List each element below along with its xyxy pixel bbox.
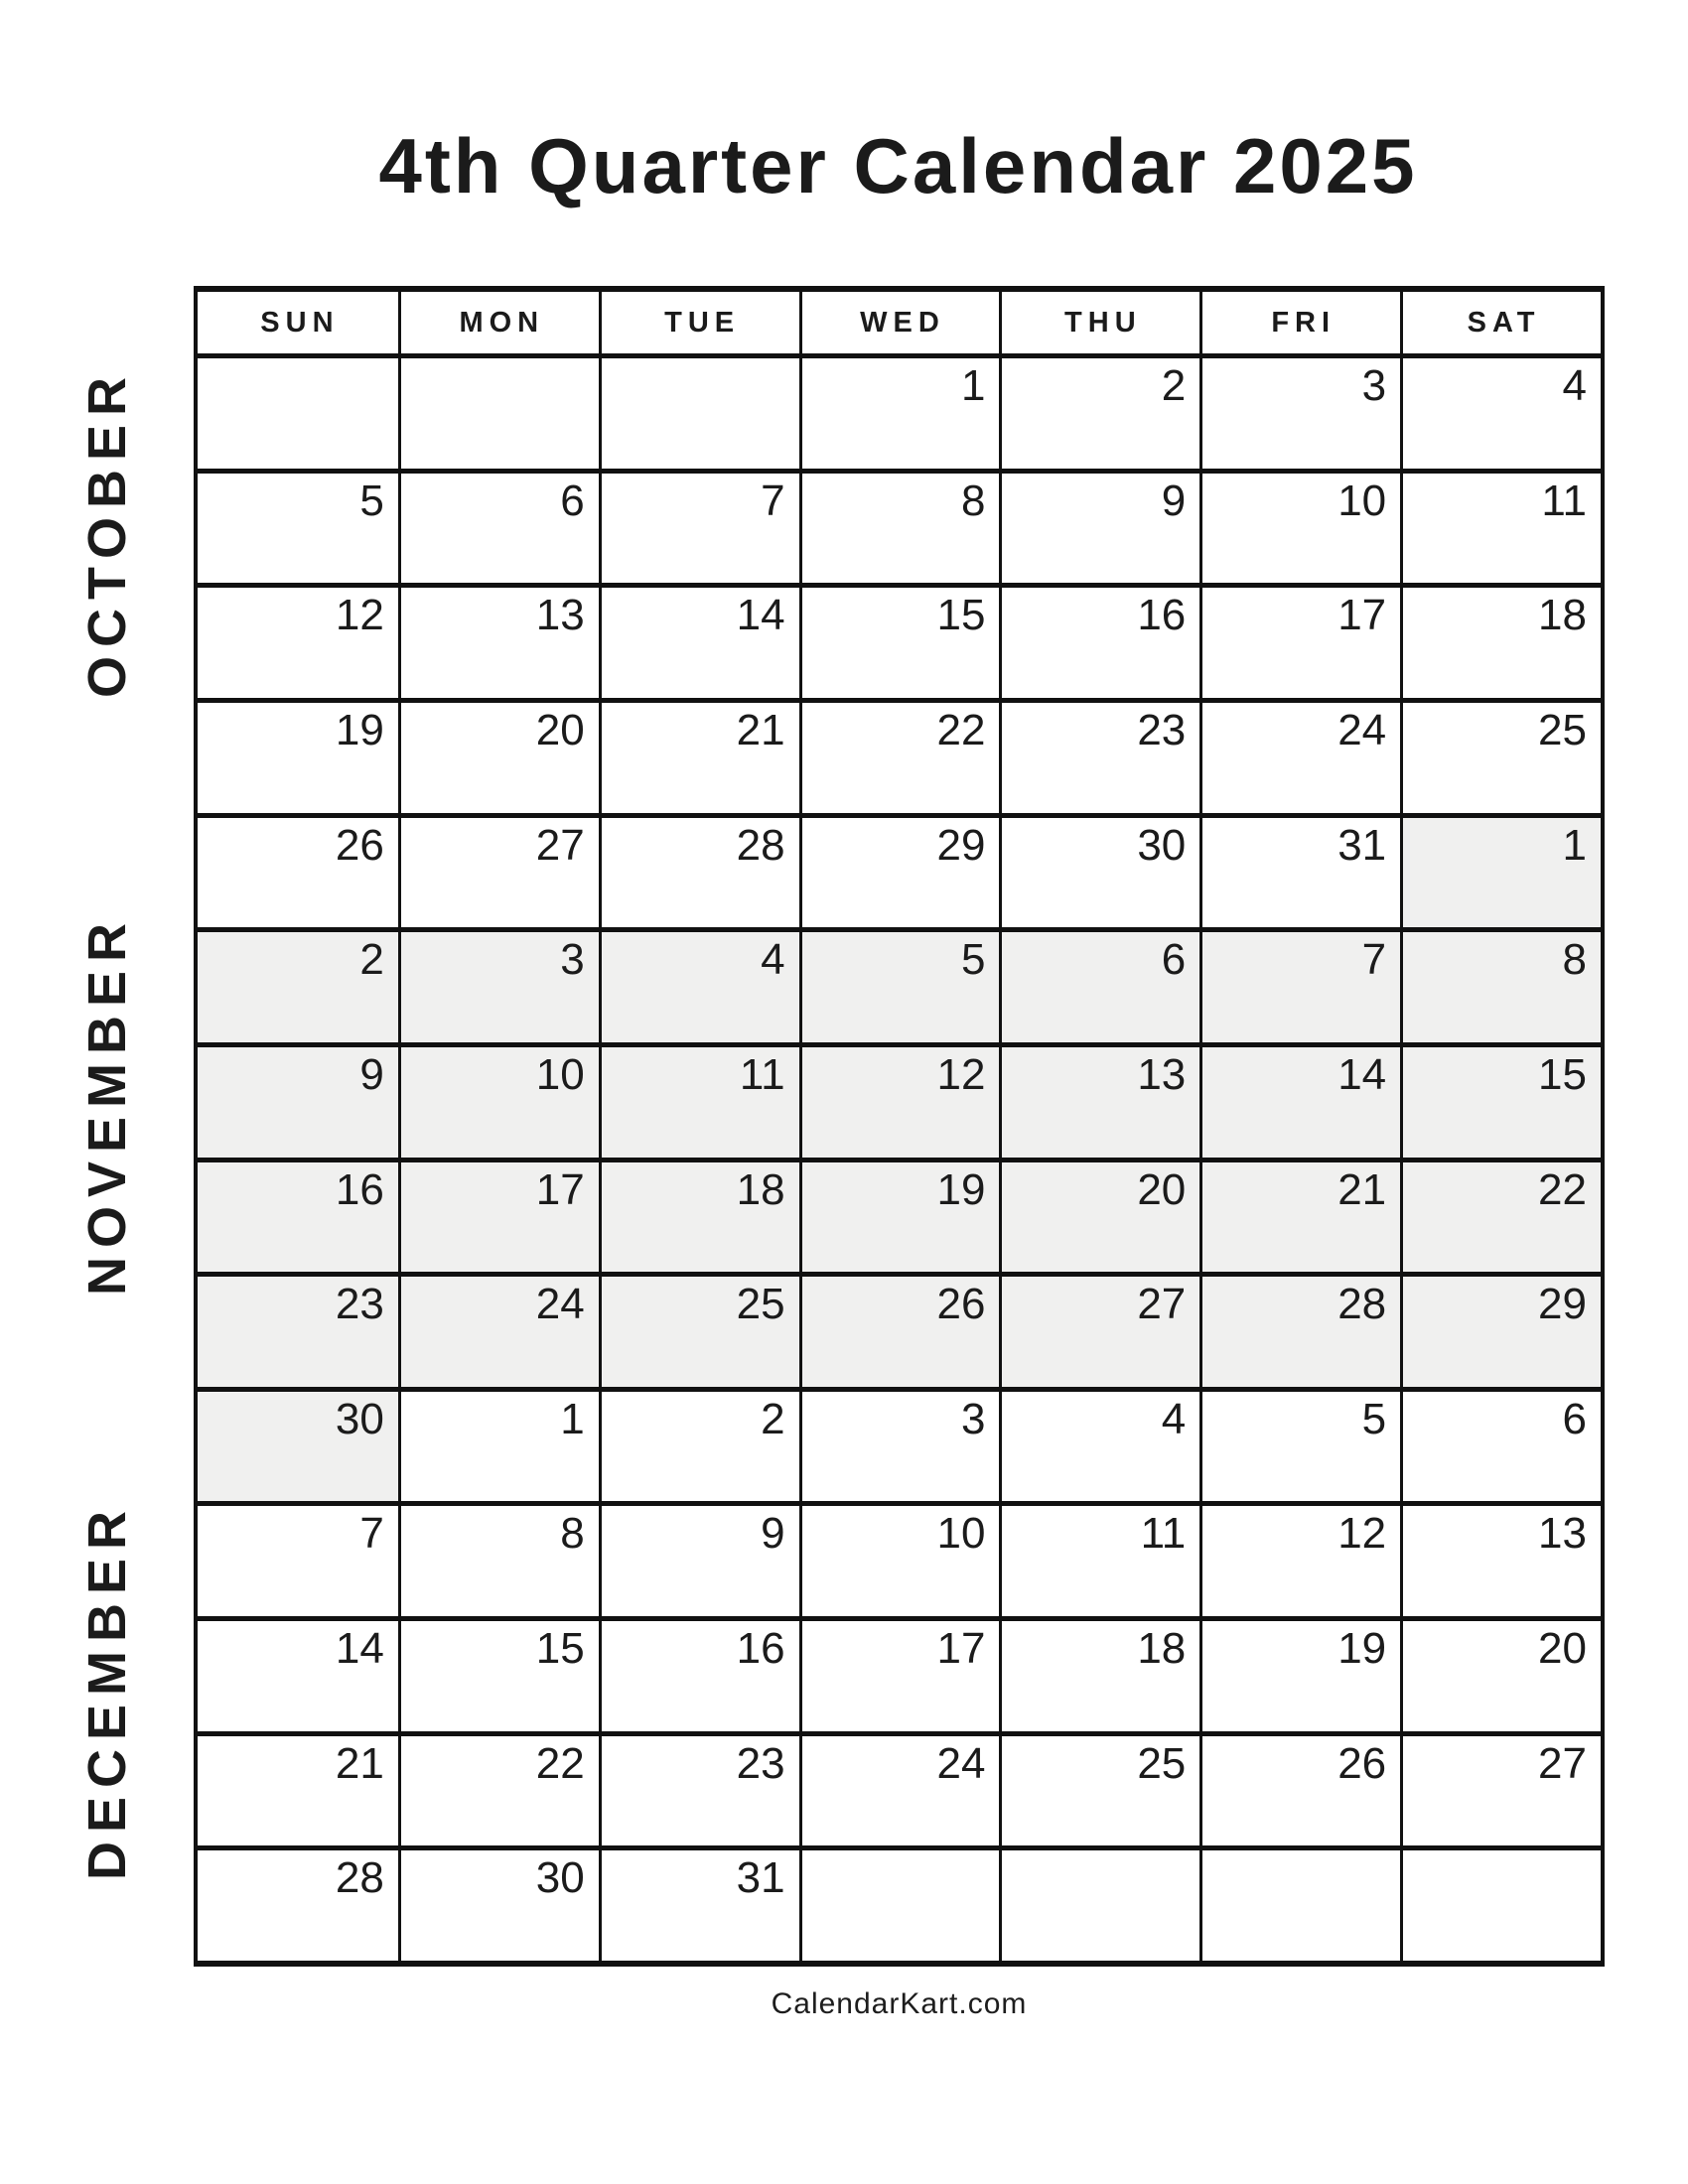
day-cell: 20 (1400, 1616, 1601, 1731)
day-cell: 16 (999, 583, 1199, 698)
footer-watermark: CalendarKart.com (771, 1987, 1028, 2020)
day-cell: 11 (999, 1501, 1199, 1616)
day-cell: 30 (999, 813, 1199, 928)
day-cell: 7 (599, 469, 799, 584)
month-label-november: NOVEMBER (77, 913, 137, 1297)
month-label-december: DECEMBER (77, 1501, 137, 1880)
day-cell: 10 (398, 1042, 599, 1158)
day-cell: 25 (1400, 698, 1601, 813)
day-header-mon: MON (398, 292, 599, 353)
day-cell: 16 (198, 1158, 398, 1273)
day-cell: 16 (599, 1616, 799, 1731)
month-label-october: OCTOBER (77, 367, 137, 699)
day-cell: 24 (1199, 698, 1400, 813)
day-cell: 29 (1400, 1272, 1601, 1387)
day-cell: 30 (398, 1845, 599, 1961)
day-cell: 4 (599, 927, 799, 1042)
day-cell: 7 (1199, 927, 1400, 1042)
day-cell: 12 (1199, 1501, 1400, 1616)
day-cell: 5 (198, 469, 398, 584)
day-cell: 18 (599, 1158, 799, 1273)
day-cell: 20 (999, 1158, 1199, 1273)
day-cell: 3 (799, 1387, 1000, 1502)
day-cell: 17 (799, 1616, 1000, 1731)
day-cell: 31 (1199, 813, 1400, 928)
day-cell: 17 (1199, 583, 1400, 698)
day-cell: 11 (1400, 469, 1601, 584)
day-cell: 21 (1199, 1158, 1400, 1273)
day-header-thu: THU (999, 292, 1199, 353)
day-cell: 7 (198, 1501, 398, 1616)
day-cell: 25 (999, 1731, 1199, 1846)
day-cell: 10 (1199, 469, 1400, 584)
empty-day-cell (599, 353, 799, 469)
day-cell: 9 (999, 469, 1199, 584)
day-cell: 9 (198, 1042, 398, 1158)
day-cell: 15 (398, 1616, 599, 1731)
day-cell: 28 (1199, 1272, 1400, 1387)
day-cell: 6 (398, 469, 599, 584)
day-cell: 5 (799, 927, 1000, 1042)
day-cell: 1 (1400, 813, 1601, 928)
day-cell: 12 (799, 1042, 1000, 1158)
empty-day-cell (799, 1845, 1000, 1961)
day-cell: 24 (799, 1731, 1000, 1846)
day-cell: 26 (1199, 1731, 1400, 1846)
empty-day-cell (999, 1845, 1199, 1961)
day-cell: 13 (999, 1042, 1199, 1158)
page-title: 4th Quarter Calendar 2025 (378, 122, 1418, 209)
day-cell: 8 (799, 469, 1000, 584)
empty-day-cell (398, 353, 599, 469)
day-header-wed: WED (799, 292, 1000, 353)
day-cell: 23 (198, 1272, 398, 1387)
day-cell: 13 (398, 583, 599, 698)
day-cell: 28 (599, 813, 799, 928)
day-cell: 4 (999, 1387, 1199, 1502)
day-cell: 27 (999, 1272, 1199, 1387)
day-cell: 18 (1400, 583, 1601, 698)
day-cell: 17 (398, 1158, 599, 1273)
day-cell: 19 (799, 1158, 1000, 1273)
day-header-fri: FRI (1199, 292, 1400, 353)
day-cell: 11 (599, 1042, 799, 1158)
day-cell: 3 (398, 927, 599, 1042)
day-cell: 1 (398, 1387, 599, 1502)
day-cell: 15 (799, 583, 1000, 698)
day-cell: 28 (198, 1845, 398, 1961)
day-cell: 4 (1400, 353, 1601, 469)
day-header-tue: TUE (599, 292, 799, 353)
day-cell: 24 (398, 1272, 599, 1387)
day-cell: 2 (198, 927, 398, 1042)
day-cell: 3 (1199, 353, 1400, 469)
day-cell: 20 (398, 698, 599, 813)
day-cell: 19 (198, 698, 398, 813)
day-header-sun: SUN (260, 306, 340, 339)
day-cell: 22 (799, 698, 1000, 813)
day-cell: 1 (799, 353, 1000, 469)
day-cell: 14 (599, 583, 799, 698)
day-cell: 5 (1199, 1387, 1400, 1502)
day-cell: 27 (1400, 1731, 1601, 1846)
day-cell: 26 (799, 1272, 1000, 1387)
day-cell: 25 (599, 1272, 799, 1387)
empty-day-cell (1400, 1845, 1601, 1961)
day-cell: 14 (1199, 1042, 1400, 1158)
day-cell: 6 (999, 927, 1199, 1042)
day-cell: 10 (799, 1501, 1000, 1616)
day-cell: 30 (198, 1387, 398, 1502)
day-cell: 29 (799, 813, 1000, 928)
day-cell: 2 (999, 353, 1199, 469)
day-cell: 22 (1400, 1158, 1601, 1273)
day-cell: 18 (999, 1616, 1199, 1731)
empty-day-cell (1199, 1845, 1400, 1961)
day-cell: 13 (1400, 1501, 1601, 1616)
day-header-sat: SAT (1400, 292, 1601, 353)
day-cell: 12 (198, 583, 398, 698)
day-cell: 2 (599, 1387, 799, 1502)
day-cell: 6 (1400, 1387, 1601, 1502)
day-cell: 22 (398, 1731, 599, 1846)
day-cell: 26 (198, 813, 398, 928)
day-cell: 21 (198, 1731, 398, 1846)
day-cell: 8 (398, 1501, 599, 1616)
day-cell: 9 (599, 1501, 799, 1616)
day-cell: 23 (999, 698, 1199, 813)
day-cell: 31 (599, 1845, 799, 1961)
day-cell: 23 (599, 1731, 799, 1846)
day-cell: 19 (1199, 1616, 1400, 1731)
calendar-grid (194, 286, 1605, 1967)
empty-day-cell (198, 353, 398, 469)
day-cell: 21 (599, 698, 799, 813)
day-cell: 8 (1400, 927, 1601, 1042)
day-cell: 14 (198, 1616, 398, 1731)
day-cell: 27 (398, 813, 599, 928)
day-cell: 15 (1400, 1042, 1601, 1158)
